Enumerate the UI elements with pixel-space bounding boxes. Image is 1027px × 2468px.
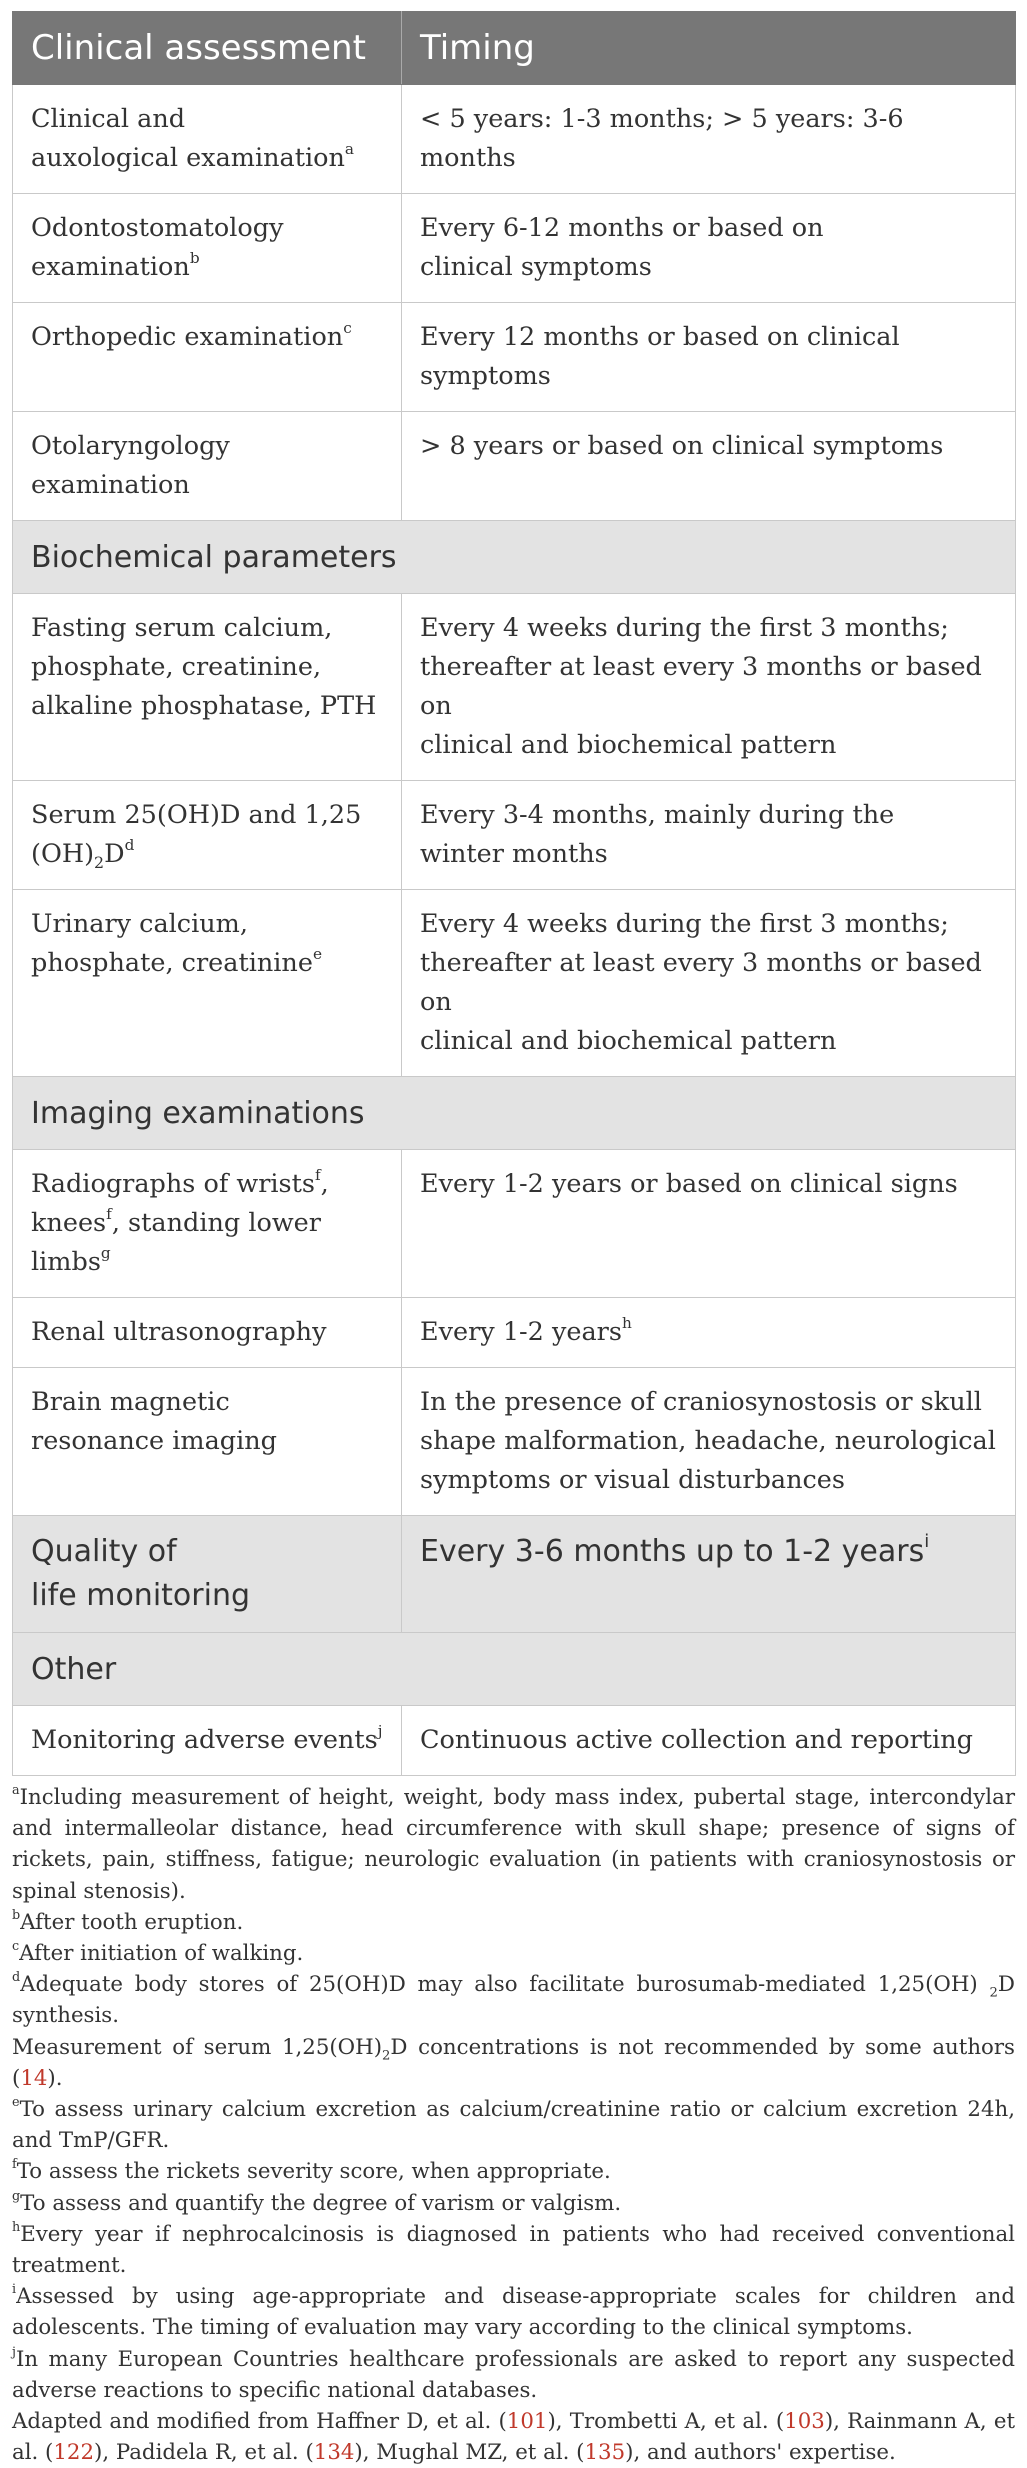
assessment-cell — [13, 194, 402, 303]
cell-text: Fasting serum calcium, — [31, 613, 333, 643]
table-header-row — [13, 12, 1016, 85]
footnote-text: ), Trombetti A, et al. ( — [547, 2409, 785, 2435]
footnote-text: Every year if nephrocalcinosis is diagnosed in patients who had received conventional treatment. — [12, 2221, 1015, 2279]
footnote-g — [12, 2188, 1015, 2219]
timing-cell — [402, 781, 1016, 890]
footnote-text: D synthesis. — [12, 1972, 1015, 2029]
section-title — [13, 1516, 402, 1633]
assessment-cell — [13, 890, 402, 1077]
table-row — [13, 412, 1016, 521]
table-row — [13, 1150, 1016, 1298]
cell-text: D — [104, 839, 125, 869]
cell-text: clinical and biochemical pattern — [420, 730, 837, 760]
timing-cell — [402, 890, 1016, 1077]
cell-text: Urinary calcium, — [31, 909, 248, 939]
footnote-marker: b — [189, 249, 200, 268]
section-row-quality-of-life — [13, 1516, 1016, 1633]
assessment-cell — [13, 594, 402, 781]
timing-cell: Every 1-2 years or based on clinical signs — [402, 1150, 1016, 1298]
cell-text: knees — [31, 1208, 107, 1238]
cell-text: Monitoring adverse events — [31, 1725, 378, 1755]
cell-text: Every 3-4 months, mainly during the — [420, 800, 895, 830]
footnote-marker: e — [312, 945, 323, 964]
table-row — [13, 194, 1016, 303]
assessment-table — [12, 11, 1016, 1776]
footnote-text: Measurement of serum 1,25(OH) — [12, 2034, 383, 2060]
footnote-text: In many European Countries healthcare professionals are asked to report any suspected adverse reactions to specific national databases. — [12, 2346, 1015, 2403]
assessment-cell: Renal ultrasonography — [13, 1298, 402, 1368]
timing-cell: Continuous active collection and reporting — [402, 1706, 1016, 1776]
footnote-marker: j — [12, 2344, 16, 2360]
cell-text: examination — [31, 252, 190, 282]
timing-cell: < 5 years: 1-3 months; > 5 years: 3-6 months — [402, 85, 1016, 194]
cell-text: , standing lower limbs — [31, 1208, 321, 1277]
cell-text: symptoms or visual disturbances — [420, 1465, 845, 1495]
table-row — [13, 781, 1016, 890]
cell-text: resonance imaging — [31, 1426, 278, 1456]
assessment-cell — [13, 303, 402, 412]
footnote-marker: f — [314, 1166, 321, 1185]
section-title: Biochemical parameters — [13, 521, 1016, 594]
reference-link[interactable]: 103 — [784, 2409, 825, 2435]
footnote-text: Assessed by using age-appropriate and disease-appropriate scales for children and adolescents. The timing of evaluation may vary according to the clinical symptoms. — [12, 2284, 1015, 2341]
timing-cell: Every 12 months or based on clinical symptoms — [402, 303, 1016, 412]
footnote-f — [12, 2156, 1015, 2187]
cell-text: thereafter at least every 3 months or based on — [420, 652, 982, 721]
footnote-h — [12, 2219, 1015, 2281]
table-row — [13, 85, 1016, 194]
table-row — [13, 890, 1016, 1077]
cell-text: Quality of — [31, 1534, 177, 1569]
subscript: 2 — [382, 2047, 391, 2063]
section-title: Imaging examinations — [13, 1077, 1016, 1150]
cell-text: phosphate, creatinine, — [31, 652, 322, 682]
footnote-text: ), and authors' expertise. — [625, 2440, 896, 2466]
footnote-text: After tooth eruption. — [20, 1909, 244, 1935]
reference-link[interactable]: 134 — [313, 2440, 355, 2466]
table-row — [13, 1706, 1016, 1776]
footnote-marker: f — [106, 1205, 112, 1224]
cell-text: Clinical and — [31, 104, 186, 134]
footnote-text: Adequate body stores of 25(OH)D may also facilitate burosumab-mediated 1,25(OH) — [20, 1972, 978, 1998]
cell-text: phosphate, creatinine — [31, 948, 313, 978]
document-page — [12, 11, 1015, 2468]
footnote-i — [12, 2281, 1015, 2343]
section-title: Other — [13, 1633, 1016, 1706]
footnote-e — [12, 2094, 1015, 2156]
footnote-marker: g — [100, 1244, 111, 1263]
footnote-marker: a — [344, 140, 355, 159]
cell-text: winter months — [420, 839, 608, 869]
timing-cell — [402, 1368, 1016, 1516]
table-row — [13, 1368, 1016, 1516]
footnote-text: ), Mughal MZ, et al. ( — [354, 2440, 585, 2466]
cell-text: Every 1-2 years — [420, 1317, 622, 1347]
footnote-text: D concentrations is not recommended by some authors ( — [12, 2034, 1015, 2091]
table-row — [13, 1298, 1016, 1368]
cell-text: Every 4 weeks during the first 3 months; — [420, 613, 949, 643]
assessment-cell: Radiographs of wrists$^f$, knees$^f$, standing lower limbs$^g$ — [13, 1150, 402, 1298]
footnote-marker: d — [124, 836, 135, 855]
timing-cell — [402, 1516, 1016, 1633]
subscript: 2 — [989, 1985, 998, 2001]
footnote-marker: d — [12, 1970, 21, 1986]
reference-link[interactable]: 122 — [53, 2440, 95, 2466]
reference-link[interactable]: 101 — [506, 2409, 548, 2435]
footnote-text: To assess urinary calcium excretion as calcium/creatinine ratio or calcium excretion 24h, and TmP/GFR. — [12, 2097, 1015, 2154]
assessment-cell — [13, 1706, 402, 1776]
reference-link[interactable]: 135 — [584, 2440, 626, 2466]
cell-text: Radiographs of wrists — [31, 1169, 315, 1199]
cell-text: In the presence of craniosynostosis or skull — [420, 1387, 982, 1417]
assessment-cell — [13, 1368, 402, 1516]
cell-text: Brain magnetic — [31, 1387, 230, 1417]
footnote-adapted — [12, 2406, 1015, 2468]
timing-cell — [402, 1298, 1016, 1368]
timing-cell — [402, 194, 1016, 303]
footnote-text: ), Padidela R, et al. ( — [94, 2440, 314, 2466]
cell-text: Every 4 weeks during the first 3 months; — [420, 909, 949, 939]
footnote-marker: h — [621, 1314, 632, 1333]
footnote-marker: c — [12, 1939, 20, 1955]
assessment-cell: Otolaryngology examination — [13, 412, 402, 521]
cell-text: Serum 25(OH)D and 1,25 — [31, 800, 362, 830]
footnote-d — [12, 1969, 1015, 2031]
footnote-marker: j — [377, 1722, 383, 1741]
cell-text: thereafter at least every 3 months or based on — [420, 948, 982, 1017]
footnote-marker: b — [12, 1907, 21, 1923]
footnote-text: To assess the rickets severity score, when appropriate. — [16, 2159, 611, 2185]
assessment-cell — [13, 781, 402, 890]
table-row — [13, 594, 1016, 781]
footnote-measurement — [12, 2032, 1015, 2094]
cell-text: Every 6-12 months or based on — [420, 213, 824, 243]
footnote-marker: e — [12, 2095, 20, 2111]
footnote-text: After initiation of walking. — [19, 1941, 304, 1967]
subscript: 2 — [94, 853, 105, 873]
footnote-j — [12, 2344, 1015, 2406]
footnote-marker: i — [924, 1531, 930, 1553]
assessment-cell — [13, 85, 402, 194]
cell-text: Odontostomatology — [31, 213, 284, 243]
footnote-marker: c — [343, 319, 352, 338]
footnote-marker: i — [12, 2282, 17, 2298]
footnote-text: ). — [47, 2065, 63, 2091]
section-row-imaging — [13, 1077, 1016, 1150]
footnote-text: To assess and quantify the degree of varism or valgism. — [20, 2190, 622, 2216]
footnote-text: Including measurement of height, weight, body mass index, pubertal stage, intercondylar and intermalleolar distance, head circumference with skull shape; presence of signs of rickets, pain, stiffness, fatigue; neurologic evaluation (in patients with craniosynostosis or spinal stenosis). — [12, 1785, 1015, 1904]
footnote-marker: a — [12, 1783, 20, 1798]
column-header-assessment: Clinical assessment — [13, 12, 402, 85]
footnote-text: Adapted and modified from Haffner D, et al. ( — [12, 2409, 507, 2435]
footnote-marker: f — [12, 2157, 17, 2173]
footnotes — [12, 1782, 1015, 2468]
timing-cell — [402, 594, 1016, 781]
footnote-b — [12, 1907, 1015, 1938]
cell-text: Every 3-6 months up to 1-2 years — [420, 1534, 925, 1569]
cell-text: alkaline phosphatase, PTH — [31, 691, 377, 721]
cell-text: auxological examination — [31, 143, 345, 173]
cell-text: shape malformation, headache, neurological — [420, 1426, 996, 1456]
cell-text: clinical symptoms — [420, 252, 652, 282]
footnote-text: ), Rainmann A, et al. ( — [12, 2409, 1016, 2466]
cell-text: life monitoring — [31, 1578, 250, 1613]
reference-link[interactable]: 14 — [20, 2065, 48, 2091]
cell-text: clinical and biochemical pattern — [420, 1026, 837, 1056]
table-row — [13, 303, 1016, 412]
cell-text: Orthopedic examination — [31, 322, 344, 352]
footnote-marker: h — [12, 2219, 21, 2235]
footnote-a — [12, 1782, 1015, 1907]
footnote-marker: g — [12, 2188, 21, 2204]
section-row-biochemical — [13, 521, 1016, 594]
footnote-c — [12, 1938, 1015, 1969]
column-header-timing: Timing — [402, 12, 1016, 85]
cell-text: (OH) — [31, 839, 95, 869]
section-row-other — [13, 1633, 1016, 1706]
timing-cell: > 8 years or based on clinical symptoms — [402, 412, 1016, 521]
